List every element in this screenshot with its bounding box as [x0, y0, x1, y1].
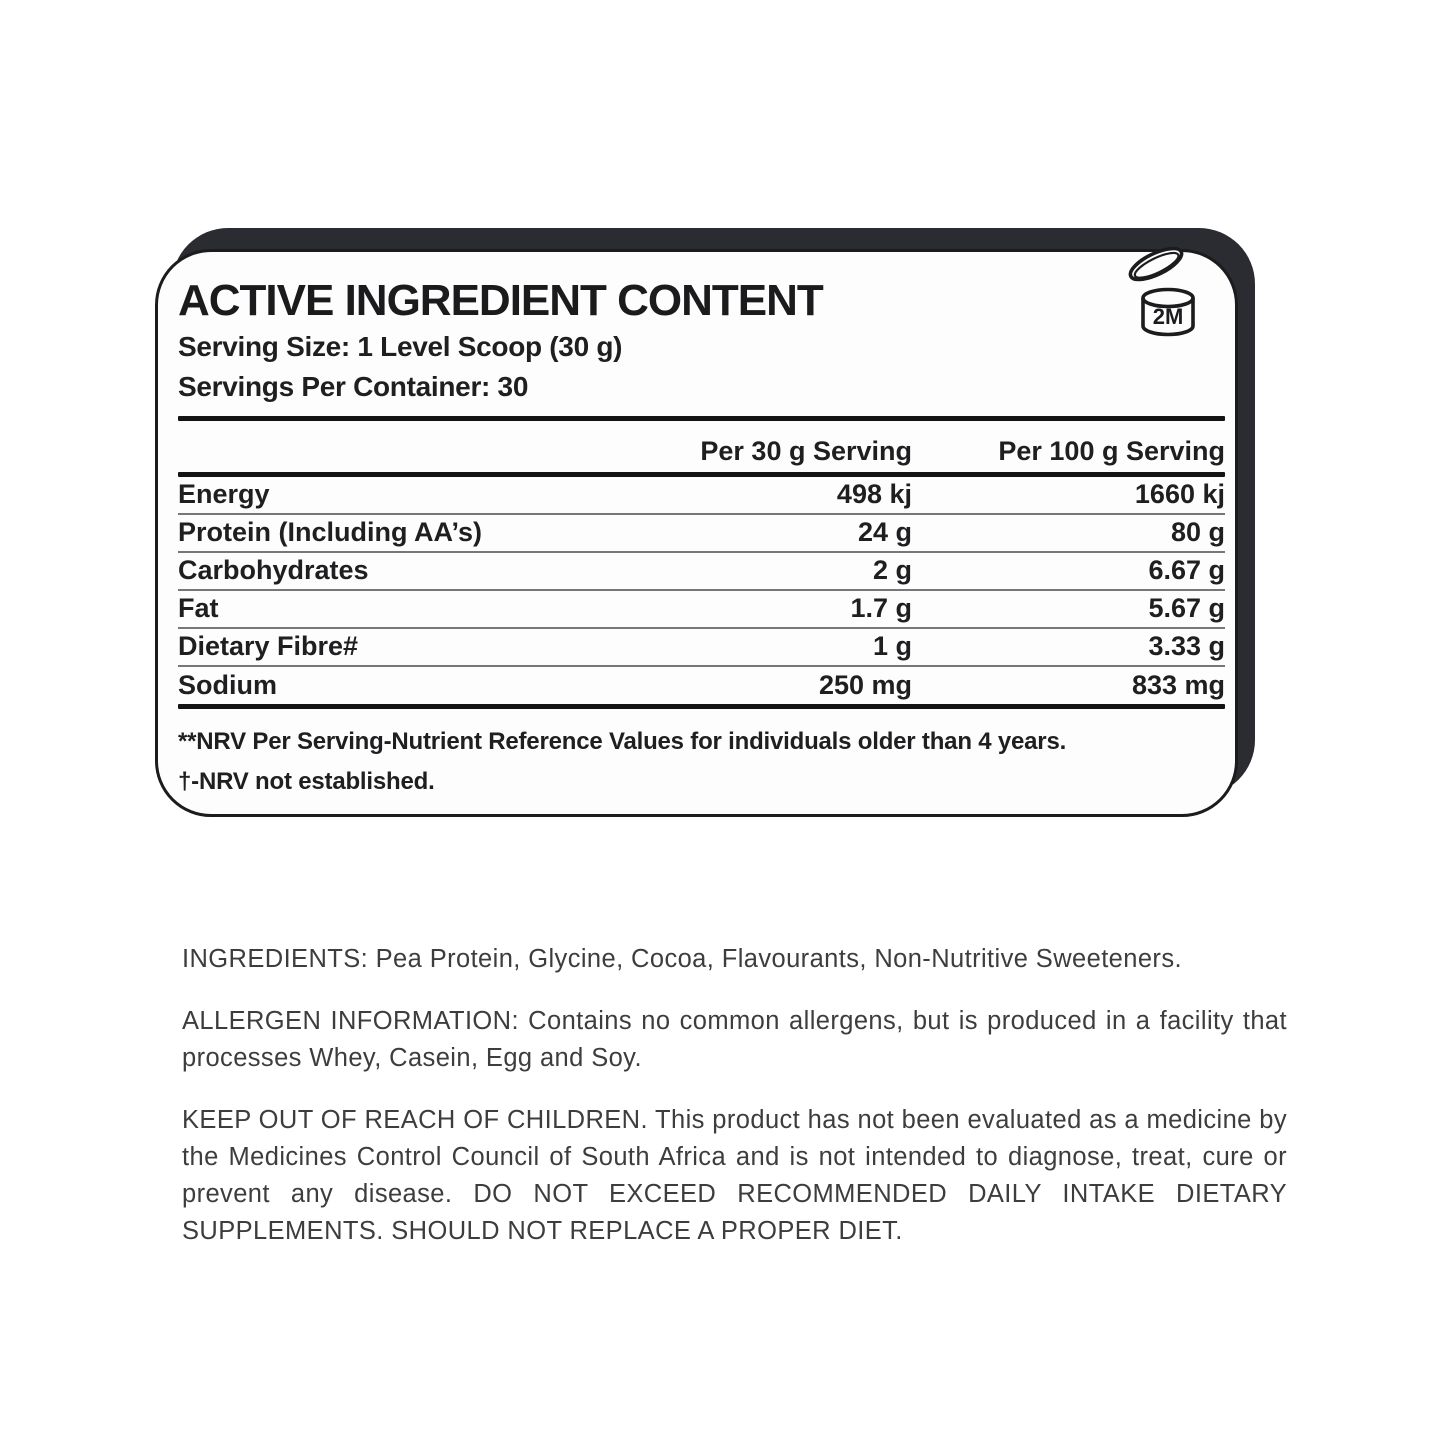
- panel-title: ACTIVE INGREDIENT CONTENT: [178, 276, 823, 325]
- row-label: Fat: [178, 593, 219, 624]
- row-label: Dietary Fibre#: [178, 631, 359, 662]
- table-header-row: [178, 421, 1225, 472]
- row-value-per-serving: 24 g: [857, 517, 912, 548]
- ingredients-text: INGREDIENTS: Pea Protein, Glycine, Cocoa, Flavourants, Non-Nutritive Sweeteners.: [182, 945, 1182, 973]
- row-value-per-100g: 833 mg: [1131, 669, 1225, 700]
- serving-size-text: Serving Size: 1 Level Scoop (30 g): [178, 331, 623, 363]
- row-value-per-100g: 1660 kj: [1134, 479, 1225, 510]
- row-label: Energy: [178, 479, 270, 510]
- active-ingredient-panel: [155, 249, 1238, 817]
- divider-bottom-thick: [178, 704, 1225, 709]
- warning-text: KEEP OUT OF REACH OF CHILDREN. This product has not been evaluated as a medicine by the Medicines Control Council of South Africa and is not intended to diagnose, treat, cure or prevent any disease. DO NOT EXCEED RECOMMENDED DAILY INTAKE DIETARY SUPPLEMENTS. SHOULD NOT REPLACE A PROPER DIET.: [182, 1106, 1287, 1245]
- table-row-protein: [178, 515, 1225, 553]
- panel-header: [178, 252, 1225, 404]
- row-value-per-100g: 80 g: [1170, 517, 1225, 548]
- nutrition-table: [178, 421, 1225, 709]
- footnotes: [178, 722, 1225, 802]
- table-row-carbohydrates: [178, 553, 1225, 591]
- row-label: Carbohydrates: [178, 555, 369, 586]
- row-value-per-100g: 5.67 g: [1148, 593, 1225, 624]
- table-row-dietary-fibre: [178, 629, 1225, 667]
- row-value-per-100g: 3.33 g: [1148, 631, 1225, 662]
- row-value-per-serving: 250 mg: [818, 669, 912, 700]
- jar-body-icon: [1143, 290, 1193, 335]
- row-value-per-serving: 498 kj: [836, 479, 912, 510]
- pao-duration-label: 2M: [1152, 304, 1184, 329]
- allergen-text: ALLERGEN INFORMATION: Contains no common allergens, but is produced in a facility that processes Whey, Casein, Egg and Soy.: [182, 1007, 1287, 1072]
- footnote-nrv-not-established: †-NRV not established.: [178, 767, 435, 795]
- row-label: Protein (Including AA’s): [178, 517, 483, 548]
- row-value-per-serving: 1 g: [872, 631, 912, 662]
- column-header-per-serving: Per 30 g Serving: [700, 435, 912, 466]
- row-label: Sodium: [178, 669, 277, 700]
- column-header-per-100g: Per 100 g Serving: [998, 435, 1225, 466]
- row-value-per-serving: 2 g: [872, 555, 912, 586]
- jar-lid-icon: [1126, 242, 1186, 285]
- table-row-sodium: [178, 667, 1225, 704]
- table-body: [178, 477, 1225, 704]
- row-value-per-100g: 6.67 g: [1148, 555, 1225, 586]
- info-block: [182, 941, 1287, 1250]
- period-after-opening-icon: [1119, 240, 1217, 344]
- footnote-nrv: **NRV Per Serving-Nutrient Reference Values for individuals older than 4 years.: [178, 727, 1067, 755]
- servings-per-container-text: Servings Per Container: 30: [178, 370, 529, 402]
- table-row-fat: [178, 591, 1225, 629]
- table-row-energy: [178, 477, 1225, 515]
- row-value-per-serving: 1.7 g: [850, 593, 912, 624]
- panel-header-text: [178, 276, 1225, 404]
